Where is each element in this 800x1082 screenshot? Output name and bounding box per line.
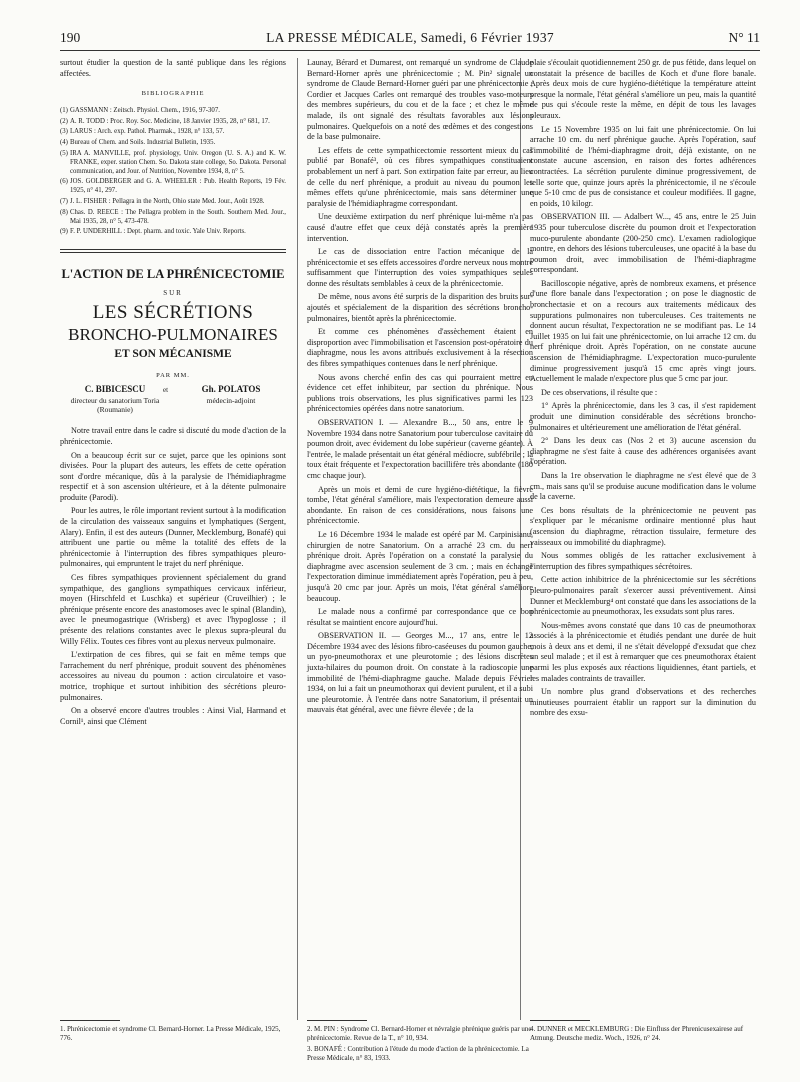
article-title-line-3: BRONCHO-PULMONAIRES	[68, 324, 278, 344]
column-2	[307, 58, 533, 719]
paragraph: Et comme ces phénomènes d'assèchement étaient en disproportion avec l'immobilisation et l'ascension post-opératoire du diaphragme, nous les avons attribués exclusivement à la résection des fibres sympathiques contenues dans le nerf phrénique.	[307, 327, 533, 369]
paragraph: Le malade nous a confirmé par correspondance que ce bon résultat se maintient encore aujourd'hui.	[307, 607, 533, 627]
paragraph: Un nombre plus grand d'observations et des recherches minutieuses pourraient établir un rapport sur la diminution du nombre des exsu-	[530, 687, 756, 718]
bibliography-number: (5)	[60, 149, 68, 157]
bibliography-text: IRA A. MANVILLE, prof. physiology, Univ. Oregon (U. S. A.) and K. W. FRANKE, exper. station Chem. So. Dakota state college, So. Dakota. Personal communication, and Jour. of Nutrition, Novembre 1934, 8, n° 5.	[70, 149, 286, 175]
bibliography-number: (3)	[60, 128, 68, 136]
bibliography-entry	[60, 150, 286, 176]
bibliography-text: J. L. FISHER : Pellagra in the North, Ohio state Med. Jour., Août 1928.	[70, 197, 265, 205]
paragraph: Ces bons résultats de la phrénicectomie ne peuvent pas s'expliquer par le mécanisme ordinaire mentionné plus haut (ascension du diaphragme, rétraction tissulaire, fermeture des vaisseaux ou immobilité du diaphragme).	[530, 505, 756, 547]
paragraph: plaie s'écoulait quotidiennement 250 gr. de pus fétide, dans lequel on constatait la présence de bacilles de Koch et d'une flore banale. Après deux mois de cure hygiéno-diététique la température atteint presque la normale, l'état général s'améliore un peu, mais la quantité de pus qui s'écoule reste la même, en dépit de tous les lavages pleuraux.	[530, 58, 756, 120]
paragraph: On a observé encore d'autres troubles : Ainsi Vial, Harmand et Cornil¹, ainsi que Clément	[60, 706, 286, 726]
bibliography-text: F. P. UNDERHILL : Dept. pharm. and toxic. Yale Univ. Reports.	[70, 228, 246, 236]
article-separator	[60, 252, 286, 253]
authors	[60, 384, 286, 416]
bibliography-entry	[60, 118, 286, 127]
bibliography-number: (1)	[60, 106, 68, 114]
paragraph: Dans la 1re observation le diaphragme ne s'est élevé que de 3 cm., mais sans qu'il se produise aucune modification dans le volume de la caverne.	[530, 470, 756, 502]
author-1: C. BIBICESCU	[84, 384, 146, 395]
article-title-line-4: ET SON MÉCANISME	[114, 347, 232, 360]
paragraph: De ces observations, il résulte que :	[541, 387, 658, 397]
bibliography-number: (8)	[60, 208, 68, 216]
page-number: 190	[60, 30, 81, 45]
article-title-line-2: LES SÉCRÉTIONS	[92, 301, 254, 323]
paragraph: Le 15 Novembre 1935 on lui fait une phrénicectomie. On lui arrache 10 cm. du nerf phrénique gauche. Après l'opération, sauf l'immobilité de l'hémi-diaphragme droit, déjà existante, on ne constate aucune ascension, en raison des fortes adhérences contractées. La sécrétion purulente diminue progressivement, de telle sorte que, quinze jours après la phrénicectomie, il ne s'écoule que 5-10 cmc de pus de consistance et couleur modifiées. Il gagne, en poids, 10 kilogr.	[530, 124, 756, 208]
bibliography-entry	[60, 209, 286, 227]
paragraph: Après un mois et demi de cure hygiéno-diététique, la fièvre tombe, l'état général s'améliore, mais l'expectoration demeure aussi abondante. En raison de ces considérations, nous faisons une phrénicectomie.	[307, 484, 533, 526]
issue-number: N° 11	[728, 30, 760, 45]
bibliography-entry	[60, 128, 286, 137]
paragraph: OBSERVATION II. — Georges M..., 17 ans, entre le 12 Décembre 1934 avec des lésions fibro-caséeuses du poumon gauche, un pyo-pneumothorax et une pleurotomie ; des lésions discrètes juxta-hilaires du poumon droit. On constate à la radioscopie une immobilité de l'hémi-diaphragme gauche. Malade depuis Février 1934, on lui a fait un pneumothorax qui devient purulent, et il a subi une pleurotomie. À l'entrée dans notre Sanatorium, il présentait un mauvais état général, avec une fièvre élevée ; de la	[307, 631, 533, 715]
bibliography-list	[60, 107, 286, 237]
footnotes-col3	[530, 1020, 756, 1045]
paragraph: Notre travail entre dans le cadre si discuté du mode d'action de la phrénicectomie.	[60, 426, 286, 446]
paragraph: De même, nous avons été surpris de la disparition des bruits sur-ajoutés et spécialement de la disparition des sécrétions broncho-pulmonaires, bientôt après la phrénicectomie.	[307, 292, 533, 323]
bibliography-number: (9)	[60, 228, 68, 236]
article-body-col2	[307, 58, 533, 716]
bibliography-entry	[60, 198, 286, 207]
article-body-col3	[530, 58, 756, 719]
paragraph: On a beaucoup écrit sur ce sujet, parce que les opinions sont divisées. Pour la plupart des auteurs, les effets de cette opération sont d'ordre mécanique, dûs à la paralysie de l'hémidiaphragme respectif et à son ascension ultérieure, et à la détente pulmonaire produite (Parodi).	[60, 450, 286, 502]
paragraph: Bacilloscopie négative, après de nombreux examens, et présence d'une flore banale dans l'expectoration ; on pose le diagnostic de bronchectasie et on a recours aux traitements médicaux des suppurations pulmonaires non tuberculeuses. Ces traitements ne donnent aucun résultat, l'expectoration ne se modifiant pas. Le 14 Juillet 1935 on lui fait une phrénicectomie, on lui arrache 12 cm. du nerf phrénique droit. Après l'opération, on ne constate aucune ascension de l'hémidiaphragme. L'expectoration muco-purulente diminue progressivement jusqu'à 15 cmc après vingt jours. Actuellement le malade n'expectore plus que 5 cmc par jour.	[530, 278, 756, 384]
bibliography-text: JOS. GOLDBERGER and G. A. WHEELER : Pub. Health Reports, 19 Fév. 1925, n° 41, 297.	[70, 178, 286, 195]
header-rule	[60, 50, 760, 51]
author-2-affiliation: médecin-adjoint	[206, 396, 256, 406]
article-title-line-1: L'ACTION DE LA PHRÉNICECTOMIE	[61, 267, 285, 282]
article-title-sur: SUR	[163, 289, 183, 298]
paragraph: Nous sommes obligés de les rattacher exclusivement à l'interruption des fibres sympathiques sécrétoires.	[530, 551, 756, 571]
previous-article-end: surtout étudier la question de la santé publique dans les régions affectées.	[60, 58, 286, 78]
author-2: Gh. POLATOS	[201, 384, 261, 395]
paragraph: Nous avons cherché enfin des cas qui pourraient mettre en évidence cet effet inhibiteur, par section du phrénique. Nous publions trois observations, les plus significatives parmi les 123 phrénicectomies opérées dans notre sanatorium.	[307, 372, 533, 414]
article-separator	[60, 249, 286, 250]
footnote-rule	[307, 1020, 367, 1021]
paragraph: Cette action inhibitrice de la phrénicectomie sur les sécrétions pleuro-pulmonaires paraît s'exercer aussi préventivement. Ainsi Dunner et Mecklemburg⁴ ont constaté que dans les associations de la phrénicectomie au pneumothorax, les exsudats sont plus rares.	[530, 575, 756, 617]
bibliography-entry	[60, 228, 286, 237]
author-conjunction: et	[163, 386, 169, 395]
paragraph: Pour les autres, le rôle important revient surtout à la modification de la circulation des vaisseaux sanguins et lymphatiques (Sergent, Alary). Enfin, il est des auteurs (Dunner, Mecklemburg, Bonafé) qui attribuent une partie ou même la totalité des effets de la phrénicectomie à l'interruption des fibres sympathiques pleuro-pulmonaires, qui empruntent le trajet du nerf phrénique.	[60, 506, 286, 569]
bibliography-text: GASSMANN : Zeitsch. Physiol. Chem., 1916, 97-307.	[70, 106, 220, 114]
paragraph: Nous-mêmes avons constaté que dans 10 cas de pneumothorax associés à la phrénicectomie et étudiés pendant une durée de huit mois à deux ans et demi, il ne s'était développé d'exsudat que chez un seul malade ; et il est à remarquer que ces pneumothorax étaient parmi les plus exposés aux réactions liquidiennes, étant partiels, et les malades contraints de travailler.	[530, 620, 756, 683]
bibliography-text: LARUS : Arch. exp. Pathol. Pharmak., 1928, n° 133, 57.	[70, 128, 225, 136]
paragraph: OBSERVATION III. — Adalbert W..., 45 ans, entre le 25 Juin 1935 pour tuberculose discrète du poumon droit et l'expectoration muco-purulente abondante (200-250 cmc). L'examen radiologique montre, en dehors des lésions tuberculeuses, une opacité à la base du poumon droit, avec immobilisation de l'hémi-diaphragme correspondant.	[530, 212, 756, 275]
paragraph: Le 16 Décembre 1934 le malade est opéré par M. Carpinisianu, chirurgien de notre Sanatorium. On a arraché 23 cm. du nerf phrénique droit. Après l'opération on a constaté la paralysie du diaphragme avec ascension seulement de 3 cm. ; mais en échange l'expectoration diminue immédiatement après l'opération, peu à peu, jusqu'à 20 cmc par jour. Après un mois, l'état général s'améliore beaucoup.	[307, 529, 533, 603]
bibliography-number: (7)	[60, 197, 68, 205]
paragraph: OBSERVATION I. — Alexandre B..., 50 ans, entre le 9 Novembre 1934 dans notre Sanatorium pour tuberculose cavitaire du poumon droit, avec évidement du lobe supérieur (caverne géante). À l'entrée, le malade présentait un état général médiocre, subfébrile ; la toux était fréquente et l'expectoration bacillifère très abondante (180 cmc chaque jour).	[307, 418, 533, 480]
author-1-affiliation: directeur du sanatorium Toria (Roumanie)	[70, 396, 160, 415]
running-header	[60, 30, 760, 46]
footnote-rule	[530, 1020, 590, 1021]
footnote: 4. DUNNER et MECKLEMBURG : Die Einfluss der Phrenicusexairese auf Atmung. Deutsche mediz. Woch., 1926, n° 24.	[530, 1025, 744, 1042]
bibliography-text: Bureau of Chem. and Soils. Industrial Bulletin, 1935.	[70, 139, 216, 147]
bibliography-text: A. R. TODD : Proc. Roy. Soc. Medicine, 18 Janvier 1935, 28, n° 681, 17.	[70, 117, 270, 125]
bibliography-number: (4)	[60, 139, 68, 147]
paragraph: Une deuxième extirpation du nerf phrénique lui-même n'a pas causé d'autre effet que ceux déjà constatés après la première intervention.	[307, 212, 533, 243]
paragraph: 2° Dans les deux cas (Nos 2 et 3) aucune ascension du diaphragme ne s'est faite à cause des adhérences organisées avant l'opération.	[530, 436, 756, 467]
column-divider	[297, 58, 298, 1020]
footnote-rule	[60, 1020, 120, 1021]
footnotes-col2	[307, 1020, 533, 1065]
column-3	[530, 58, 756, 722]
footnote: 2. M. PIN : Syndrome Cl. Bernard-Horner et névralgie phrénique guéris par une phrénicectomie. Revue de la T., n° 10, 934.	[307, 1025, 532, 1042]
footnotes-col1	[60, 1020, 286, 1045]
footnote: 3. BONAFÉ : Contribution à l'étude du mode d'action de la phrénicectomie. La Presse Médicale, n° 83, 1933.	[307, 1045, 529, 1062]
bibliography-number: (6)	[60, 178, 68, 186]
column-1	[60, 58, 286, 730]
paragraph: Le cas de dissociation entre l'action mécanique de la phrénicectomie et ses effets accessoires d'ordre nerveux nous montre suffisamment que l'interruption des voies sympathiques seules donne des résultats semblables à ceux de la phrénicectomie.	[307, 247, 533, 288]
byline-par: PAR MM.	[156, 371, 190, 379]
bibliography-entry	[60, 178, 286, 196]
paragraph: Les effets de cette sympathicectomie ressortent mieux du cas publié par Bonafé³, où ces fibres sympathiques constituaient probablement un nerf à part. Son extirpation faite par erreur, au lieu de celle du nerf phrénique, a produit au niveau du poumon les mêmes effets qu'une phrénicectomie, mais sans déterminer une paralysie de l'hémidiaphragme correspondant.	[307, 145, 533, 208]
article-body-col1	[60, 426, 286, 727]
bibliography-entry	[60, 107, 286, 116]
paragraph: 1° Après la phrénicectomie, dans les 3 cas, il s'est rapidement produit une diminution considérable des sécrétions broncho-pulmonaires et ultérieurement une amélioration de l'état général.	[530, 401, 756, 432]
paragraph: L'extirpation de ces fibres, qui se fait en même temps que l'arrachement du nerf phrénique, produit souvent des phénomènes accessoires au niveau du poumon : action circulatoire et vaso-motrice, trophique et surtout inhibition des sécrétions pleuro-pulmonaires.	[60, 650, 286, 702]
footnote: 1. Phrénicectomie et syndrome Cl. Bernard-Horner. La Presse Médicale, 1925, 776.	[60, 1025, 281, 1042]
bibliography-entry	[60, 139, 286, 148]
bibliography-number: (2)	[60, 117, 68, 125]
paragraph: Ces fibres sympathiques proviennent spécialement du grand sympathique, des ganglions sympathiques cervicaux inférieur, moyen (Hirschfeld et Luschka) et supérieur (Cruveilhier) ; le phrénique présente encore des anastomoses avec le spinal (Blandin), avec le pneumogastrique (Wrisberg) et avec l'hypoglosse ; il présente des relations constantes avec le plexus supra-pleural du Willy Félix. Toutes ces fibres vont au plexus nerveux pulmonaire.	[60, 573, 286, 646]
paragraph: Launay, Bérard et Dumarest, ont remarqué un syndrome de Claude Bernard-Horner après une phrénicectomie ; M. Pin² signale un syndrome de Claude Bernard-Horner guéri par une phrénicectomie ; Cordier et Jacques Carles ont remarqué des troubles vaso-moteurs des membres supérieurs, du cou et de la face ; et chez le même malade, ils ont signalé des résultats favorables aux lésions pulmonaires. Quelquefois on a noté des œdèmes et des congestions de la base pulmonaire.	[307, 58, 533, 142]
bibliography-text: Chas. D. REECE : The Pellagra problem in the South. Southern Med. Jour., Mai 1935, 28, n° 5, 473-478.	[70, 208, 286, 225]
bibliography-heading: BIBLIOGRAPHIE	[141, 90, 205, 98]
publication-title: LA PRESSE MÉDICALE, Samedi, 6 Février 1937	[266, 30, 554, 45]
